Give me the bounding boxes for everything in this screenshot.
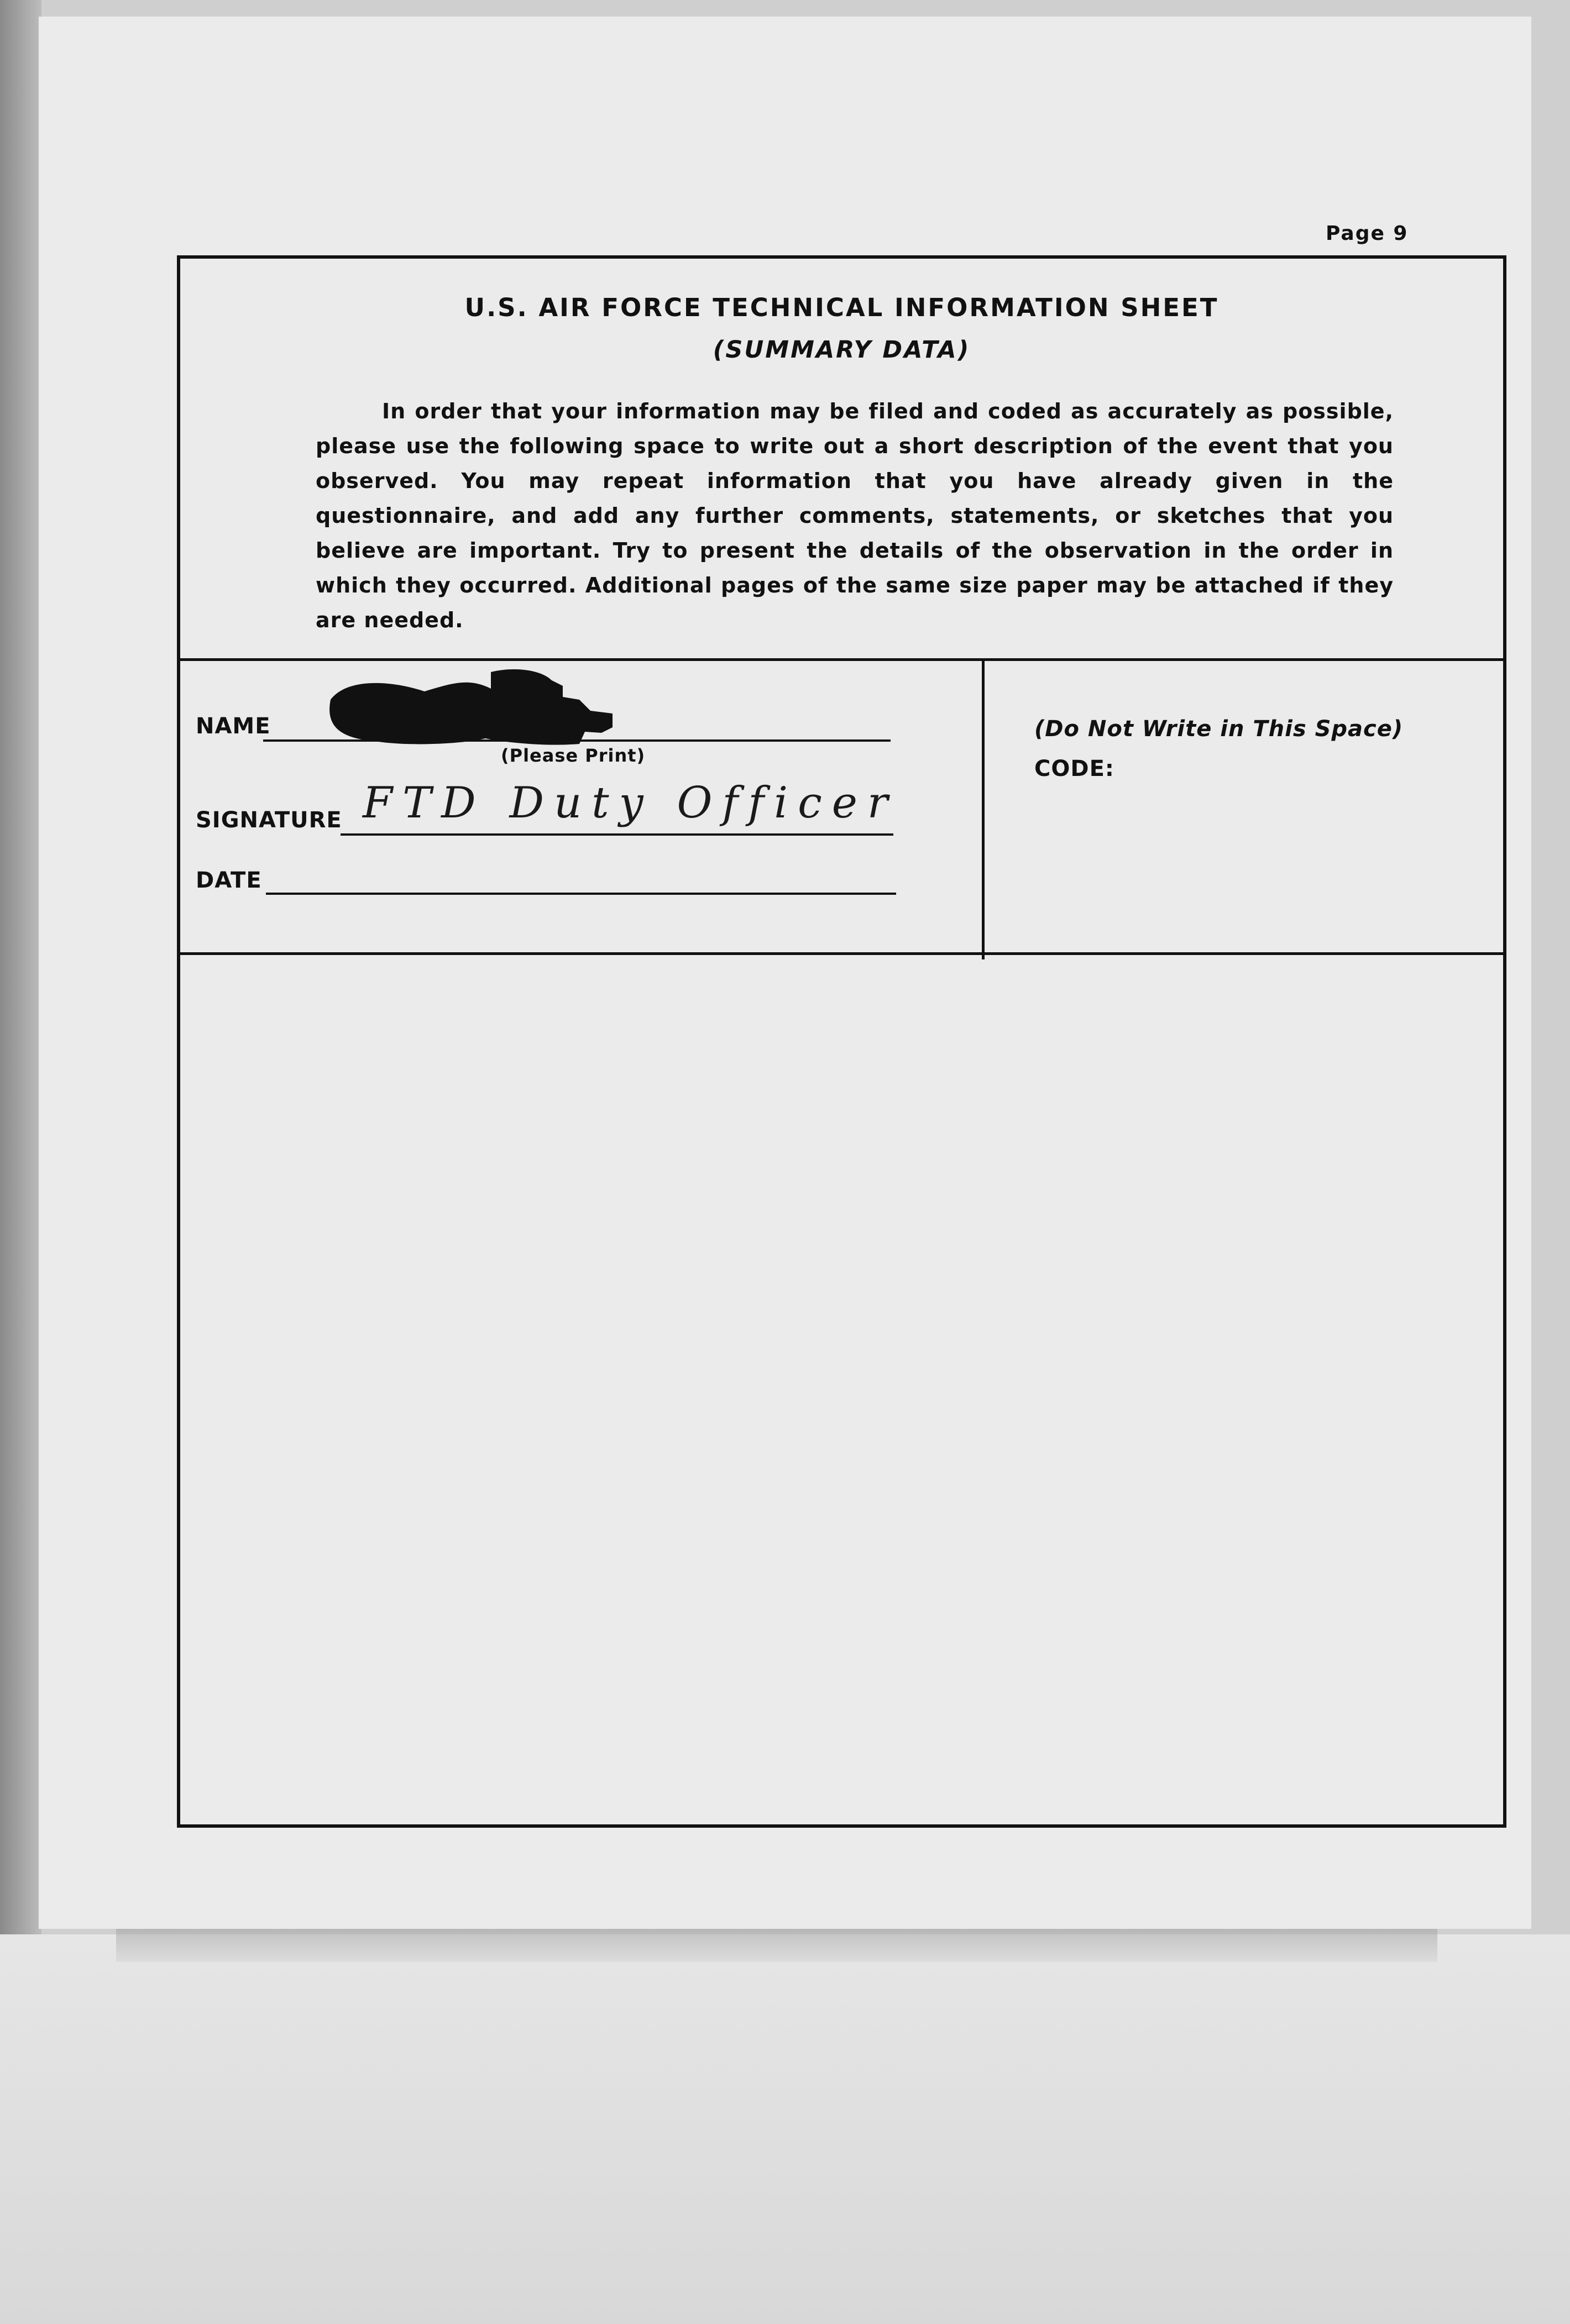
signature-label: SIGNATURE xyxy=(196,807,342,833)
signature-value: FTD Duty Officer xyxy=(363,778,898,828)
document-page xyxy=(39,17,1531,1929)
instructions-text: In order that your information may be filed and coded as accurately as possible, please use the following space to write out a short description of the event that you observed. You may repeat information that you have already given in the questionnaire, and add any further comments, statements, or sketches that you believe are important. Try to present the details of the observation in the order in which they occurred. Additional pages of the same size paper may be attached if they are needed. xyxy=(316,399,1394,632)
signature-field[interactable] xyxy=(341,833,893,836)
code-label: CODE: xyxy=(1034,756,1114,781)
redaction-mark xyxy=(325,667,618,747)
office-use-note: (Do Not Write in This Space) xyxy=(1034,716,1404,742)
form-instructions xyxy=(316,394,1394,638)
date-field[interactable] xyxy=(266,893,896,895)
form-title: U.S. AIR FORCE TECHNICAL INFORMATION SHEET xyxy=(464,293,1219,322)
name-label: NAME xyxy=(196,714,271,739)
name-hint: (Please Print) xyxy=(501,745,646,766)
page-number: Page 9 xyxy=(1326,222,1409,245)
form-subtitle: (SUMMARY DATA) xyxy=(713,336,971,364)
scan-bottom-area xyxy=(0,1934,1570,2324)
form-header xyxy=(180,259,1503,659)
date-label: DATE xyxy=(196,868,262,893)
column-divider xyxy=(982,661,985,959)
scan-edge-shadow xyxy=(0,0,41,1945)
technical-information-form xyxy=(177,255,1506,1828)
description-area[interactable] xyxy=(180,955,1503,1825)
section-divider xyxy=(180,658,1503,661)
page-shadow xyxy=(116,1923,1437,1962)
